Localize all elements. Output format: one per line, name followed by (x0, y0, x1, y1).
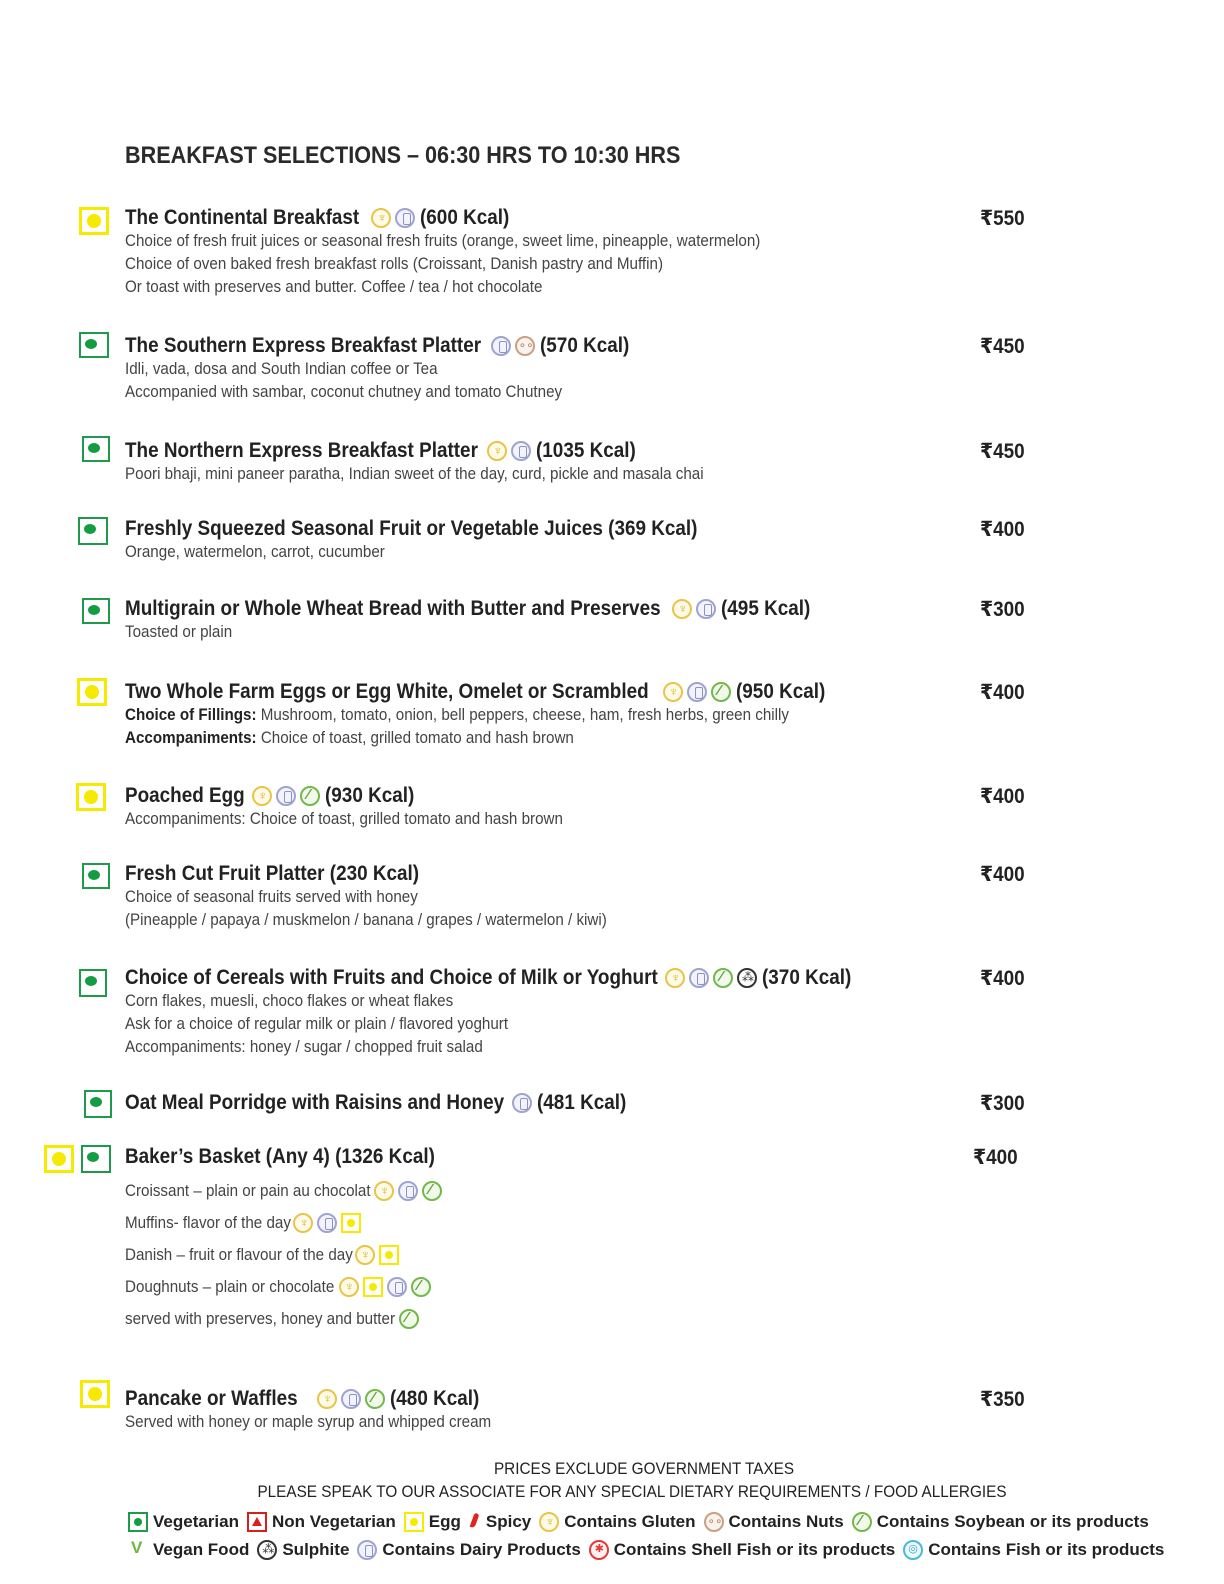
gluten-icon (487, 441, 507, 461)
gluten-icon (317, 1389, 337, 1409)
item-desc (125, 727, 1027, 750)
basket-line-text: Muffins- flavor of the day (125, 1213, 291, 1232)
gluten-icon (339, 1277, 359, 1297)
item-price: ₹400 (980, 967, 1025, 990)
dietary-note: PLEASE SPEAK TO OUR ASSOCIATE FOR ANY SPECIAL DIETARY REQUIREMENTS / FOOD ALLERGIES (257, 1482, 1007, 1501)
menu-item (125, 206, 1105, 299)
veg-mark (82, 598, 110, 624)
egg-mark (79, 207, 109, 235)
item-kcal: (600 Kcal) (420, 206, 510, 229)
legend-spicy (469, 1512, 531, 1532)
fish-icon (903, 1540, 923, 1560)
item-kcal: (570 Kcal) (539, 334, 629, 357)
basket-line-text: Doughnuts – plain or chocolate (125, 1277, 335, 1296)
item-kcal: (495 Kcal) (721, 597, 811, 620)
veg-mark (81, 1145, 111, 1173)
item-name: Freshly Squeezed Seasonal Fruit or Vegetable Juices (369 Kcal) (125, 517, 698, 540)
menu-item (125, 862, 1105, 932)
veg-mark (82, 436, 110, 462)
item-price: ₹400 (973, 1146, 1018, 1169)
shellfish-icon (589, 1540, 609, 1560)
item-name: Pancake or Waffles (125, 1387, 298, 1410)
item-name: The Northern Express Breakfast Platter (125, 439, 478, 462)
menu-item (125, 517, 1105, 564)
legend-label: Contains Shell Fish or its products (613, 1540, 896, 1559)
legend-dairy (357, 1540, 580, 1560)
accompaniments-label: Accompaniments: (125, 729, 257, 747)
fillings-label: Choice of Fillings: (125, 706, 257, 724)
item-name: Poached Egg (125, 784, 245, 807)
item-desc: Accompaniments: honey / sugar / chopped fruit salad (125, 1038, 483, 1056)
item-desc: Orange, watermelon, carrot, cucumber (125, 543, 385, 561)
item-desc: Corn flakes, muesli, choco flakes or wheat flakes (125, 992, 454, 1010)
legend-label: Spicy (485, 1512, 532, 1531)
sulphite-icon (737, 968, 757, 988)
item-kcal: (481 Kcal) (537, 1091, 627, 1114)
item-desc: Accompanied with sambar, coconut chutney and tomato Chutney (125, 383, 563, 401)
item-desc: Or toast with preserves and butter. Coffee / tea / hot chocolate (125, 278, 543, 296)
egg-icon (404, 1512, 424, 1532)
legend-label: Contains Soybean or its products (876, 1512, 1149, 1531)
item-desc: Poori bhaji, mini paneer paratha, Indian sweet of the day, curd, pickle and masala chai (125, 465, 704, 483)
basket-line (125, 1175, 1105, 1207)
vegan-icon (128, 1540, 148, 1560)
basket-line (125, 1303, 1105, 1335)
dairy-icon (511, 441, 531, 461)
legend-non-vegetarian (247, 1512, 396, 1532)
item-name: Choice of Cereals with Fruits and Choice of Milk or Yoghurt (125, 966, 658, 989)
soy-icon (411, 1277, 431, 1297)
item-price: ₹400 (980, 785, 1025, 808)
gluten-icon (374, 1181, 394, 1201)
item-name: Baker’s Basket (Any 4) (1326 Kcal) (125, 1145, 435, 1168)
veg-mark (82, 863, 110, 889)
legend-label: Contains Fish or its products (928, 1540, 1165, 1559)
item-kcal: (1035 Kcal) (536, 439, 636, 462)
item-price: ₹400 (980, 863, 1025, 886)
gluten-icon (539, 1512, 559, 1532)
dairy-icon (398, 1181, 418, 1201)
menu-item (125, 966, 1105, 1059)
soy-icon (300, 786, 320, 806)
item-desc: Choice of seasonal fruits served with honey (125, 888, 418, 906)
veg-mark (84, 1090, 112, 1118)
menu-item (125, 784, 1105, 831)
item-kcal: (480 Kcal) (389, 1387, 480, 1410)
item-name: The Southern Express Breakfast Platter (125, 334, 482, 357)
basket-line-text: Croissant – plain or pain au chocolat (125, 1181, 371, 1200)
egg-icon (363, 1277, 383, 1297)
taxes-note: PRICES EXCLUDE GOVERNMENT TAXES (493, 1459, 795, 1478)
item-desc: Accompaniments: Choice of toast, grilled tomato and hash brown (125, 810, 563, 828)
menu-item (125, 597, 1105, 644)
item-desc: Ask for a choice of regular milk or plain / flavored yoghurt (125, 1015, 509, 1033)
soy-icon (365, 1389, 385, 1409)
gluten-icon (665, 968, 685, 988)
item-desc (125, 704, 1027, 727)
menu-item (125, 334, 1105, 404)
dairy-icon (696, 599, 716, 619)
item-price: ₹350 (980, 1388, 1025, 1411)
egg-mark (77, 678, 107, 706)
veg-icon (128, 1512, 148, 1532)
item-desc: Idli, vada, dosa and South Indian coffee or Tea (125, 360, 438, 378)
soy-icon (852, 1512, 872, 1532)
menu-item (125, 1091, 1105, 1115)
item-price: ₹300 (980, 1092, 1025, 1115)
basket-line (125, 1207, 1105, 1239)
item-name: Two Whole Farm Eggs or Egg White, Omelet or Scrambled (125, 680, 649, 703)
dairy-icon (317, 1213, 337, 1233)
item-name: Multigrain or Whole Wheat Bread with Butter and Preserves (125, 597, 661, 620)
gluten-icon (371, 208, 391, 228)
legend-vegan (128, 1540, 249, 1560)
dairy-icon (395, 208, 415, 228)
page-title: BREAKFAST SELECTIONS – 06:30 HRS TO 10:30 HRS (125, 142, 681, 169)
legend-sulphite (257, 1540, 349, 1560)
basket-line (125, 1271, 1105, 1303)
item-kcal: (950 Kcal) (735, 680, 826, 703)
item-desc: Choice of fresh fruit juices or seasonal fresh fruits (orange, sweet lime, pineapple, watermelon) (125, 232, 761, 250)
soy-icon (713, 968, 733, 988)
legend-fish (903, 1540, 1164, 1560)
egg-mark (76, 783, 106, 811)
sulphite-icon (257, 1540, 277, 1560)
gluten-icon (355, 1245, 375, 1265)
legend-row-1 (128, 1512, 1157, 1532)
item-price: ₹450 (980, 335, 1025, 358)
dairy-icon (491, 336, 511, 356)
item-price: ₹300 (980, 598, 1025, 621)
item-kcal: (930 Kcal) (325, 784, 415, 807)
gluten-icon (663, 682, 683, 702)
egg-mark (44, 1145, 74, 1173)
item-price: ₹550 (980, 207, 1025, 230)
legend-row-2 (128, 1540, 1172, 1560)
soy-icon (711, 682, 731, 702)
veg-mark (79, 969, 107, 997)
dairy-icon (512, 1093, 532, 1113)
dairy-icon (387, 1277, 407, 1297)
basket-line (125, 1239, 1105, 1271)
nuts-icon (704, 1512, 724, 1532)
item-desc: Toasted or plain (125, 623, 233, 641)
legend-label: Vegan Food (153, 1540, 250, 1559)
item-desc: Choice of oven baked fresh breakfast rolls (Croissant, Danish pastry and Muffin) (125, 255, 664, 273)
egg-mark (80, 1380, 110, 1408)
legend-label: Egg (428, 1512, 461, 1531)
veg-mark (78, 517, 108, 545)
menu-item (125, 1145, 1105, 1335)
legend-label: Contains Nuts (728, 1512, 844, 1531)
fillings-text: Mushroom, tomato, onion, bell peppers, cheese, ham, fresh herbs, green chilly (260, 706, 789, 724)
egg-icon (379, 1245, 399, 1265)
chili-icon (469, 1512, 481, 1532)
item-kcal: (370 Kcal) (761, 966, 852, 989)
dairy-icon (687, 682, 707, 702)
dairy-icon (689, 968, 709, 988)
legend-nuts (704, 1512, 844, 1532)
legend-vegetarian (128, 1512, 239, 1532)
item-price: ₹400 (980, 681, 1025, 704)
legend-soy (852, 1512, 1149, 1532)
dairy-icon (357, 1540, 377, 1560)
veg-mark (79, 332, 109, 358)
nonveg-icon (247, 1512, 267, 1532)
menu-item (125, 1387, 1105, 1434)
item-desc: (Pineapple / papaya / muskmelon / banana / grapes / watermelon / kiwi) (125, 911, 607, 929)
soy-icon (422, 1181, 442, 1201)
gluten-icon (672, 599, 692, 619)
item-desc: Served with honey or maple syrup and whipped cream (125, 1413, 492, 1431)
menu-item (125, 439, 1105, 486)
basket-line-text: Danish – fruit or flavour of the day (125, 1245, 353, 1264)
menu-item (125, 680, 1105, 750)
legend-label: Sulphite (282, 1540, 350, 1559)
gluten-icon (293, 1213, 313, 1233)
legend-label: Vegetarian (153, 1512, 239, 1531)
accompaniments-text: Choice of toast, grilled tomato and hash brown (260, 729, 574, 747)
legend-shellfish (589, 1540, 895, 1560)
legend-egg (404, 1512, 461, 1532)
dairy-icon (341, 1389, 361, 1409)
item-name: Fresh Cut Fruit Platter (230 Kcal) (125, 862, 420, 885)
item-price: ₹450 (980, 440, 1025, 463)
legend-label: Non Vegetarian (272, 1512, 396, 1531)
nuts-icon (515, 336, 535, 356)
item-name: Oat Meal Porridge with Raisins and Honey (125, 1091, 505, 1114)
legend-label: Contains Dairy Products (382, 1540, 581, 1559)
soy-icon (399, 1309, 419, 1329)
egg-icon (341, 1213, 361, 1233)
dairy-icon (276, 786, 296, 806)
legend-gluten (539, 1512, 695, 1532)
legend-label: Contains Gluten (564, 1512, 696, 1531)
gluten-icon (252, 786, 272, 806)
item-price: ₹400 (980, 518, 1025, 541)
basket-line-text: served with preserves, honey and butter (125, 1309, 396, 1328)
item-name: The Continental Breakfast (125, 206, 360, 229)
